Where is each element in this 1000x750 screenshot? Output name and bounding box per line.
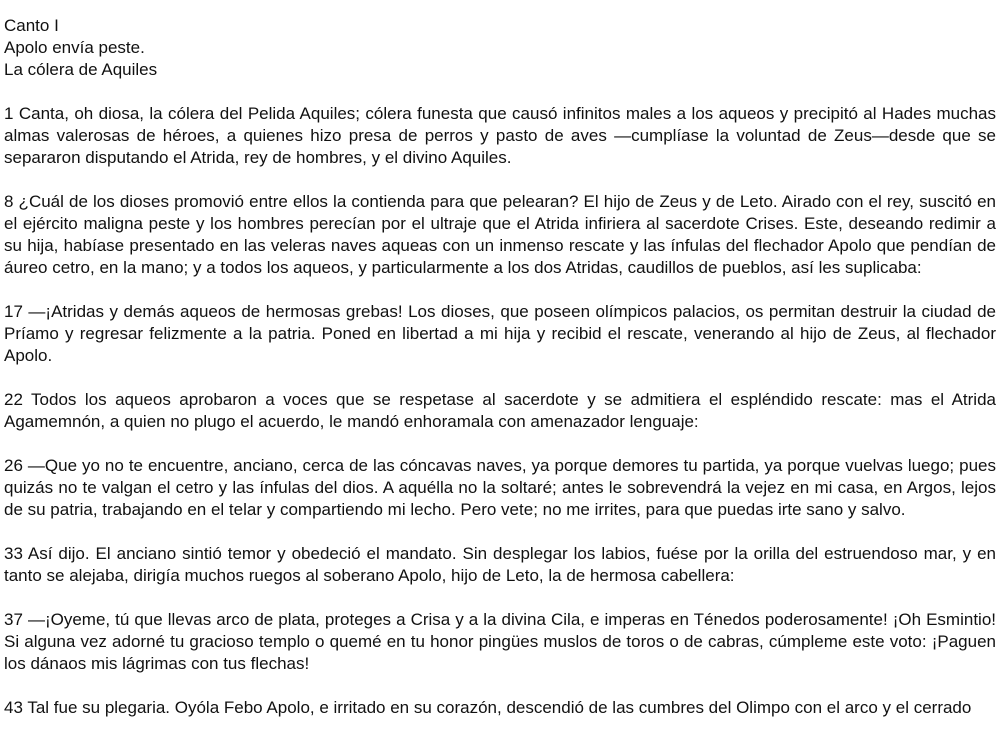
- paragraph-1: 1 Canta, oh diosa, la cólera del Pelida Aquiles; cólera funesta que causó infinitos males a los aqueos y precipitó al Hades muchas almas valerosas de héroes, a quienes hizo presa de perros y pasto de aves —cumplíase la voluntad de Zeus—desde que se separaron disputando el Atrida, rey de hombres, y el divino Aquiles.: [4, 104, 996, 167]
- document-body: [4, 15, 996, 719]
- paragraph-22: 22 Todos los aqueos aprobaron a voces que se respetase al sacerdote y se admitiera el espléndido rescate: mas el Atrida Agamemnón, a quien no plugo el acuerdo, le mandó enhoramala con amenazador lenguaje:: [4, 390, 996, 431]
- paragraph-33: 33 Así dijo. El anciano sintió temor y obedeció el mandato. Sin desplegar los labios, fuése por la orilla del estruendoso mar, y en tanto se alejaba, dirigía muchos ruegos al soberano Apolo, hijo de Leto, la de hermosa cabellera:: [4, 544, 996, 585]
- paragraph-37: 37 —¡Oyeme, tú que llevas arco de plata, proteges a Crisa y a la divina Cila, e imperas en Ténedos poderosamente! ¡Oh Esmintio! Si alguna vez adorné tu gracioso templo o quemé en tu honor pingües muslos de toros o de cabras, cúmpleme este voto: ¡Paguen los dánaos mis lágrimas con tus flechas!: [4, 610, 996, 673]
- canto-subtitle-1: Apolo envía peste.: [4, 38, 145, 57]
- canto-title: Canto I: [4, 16, 59, 35]
- paragraph-26: 26 —Que yo no te encuentre, anciano, cerca de las cóncavas naves, ya porque demores tu partida, ya porque vuelvas luego; pues quizás no te valgan el cetro y las ínfulas del dios. A aquélla no la soltaré; antes le sobrevendrá la vejez en mi casa, en Argos, lejos de su patria, trabajando en el telar y compartiendo mi lecho. Pero vete; no me irrites, para que puedas irte sano y salvo.: [4, 456, 996, 519]
- canto-subtitle-2: La cólera de Aquiles: [4, 60, 158, 79]
- document-heading: [4, 15, 996, 81]
- paragraph-8: 8 ¿Cuál de los dioses promovió entre ellos la contienda para que pelearan? El hijo de Zeus y de Leto. Airado con el rey, suscitó en el ejército maligna peste y los hombres perecían por el ultraje que el Atrida infiriera al sacerdote Crises. Este, deseando redimir a su hija, habíase presentado en las veleras naves aqueas con un inmenso rescate y las ínfulas del flechador Apolo que pendían de áureo cetro, en la mano; y a todos los aqueos, y particularmente a los dos Atridas, caudillos de pueblos, así les suplicaba:: [4, 192, 996, 277]
- paragraph-17: 17 —¡Atridas y demás aqueos de hermosas grebas! Los dioses, que poseen olímpicos palacios, os permitan destruir la ciudad de Príamo y regresar felizmente a la patria. Poned en libertad a mi hija y recibid el rescate, venerando al hijo de Zeus, al flechador Apolo.: [4, 302, 996, 365]
- paragraph-43: 43 Tal fue su plegaria. Oyóla Febo Apolo, e irritado en su corazón, descendió de las cumbres del Olimpo con el arco y el cerrado: [4, 698, 972, 717]
